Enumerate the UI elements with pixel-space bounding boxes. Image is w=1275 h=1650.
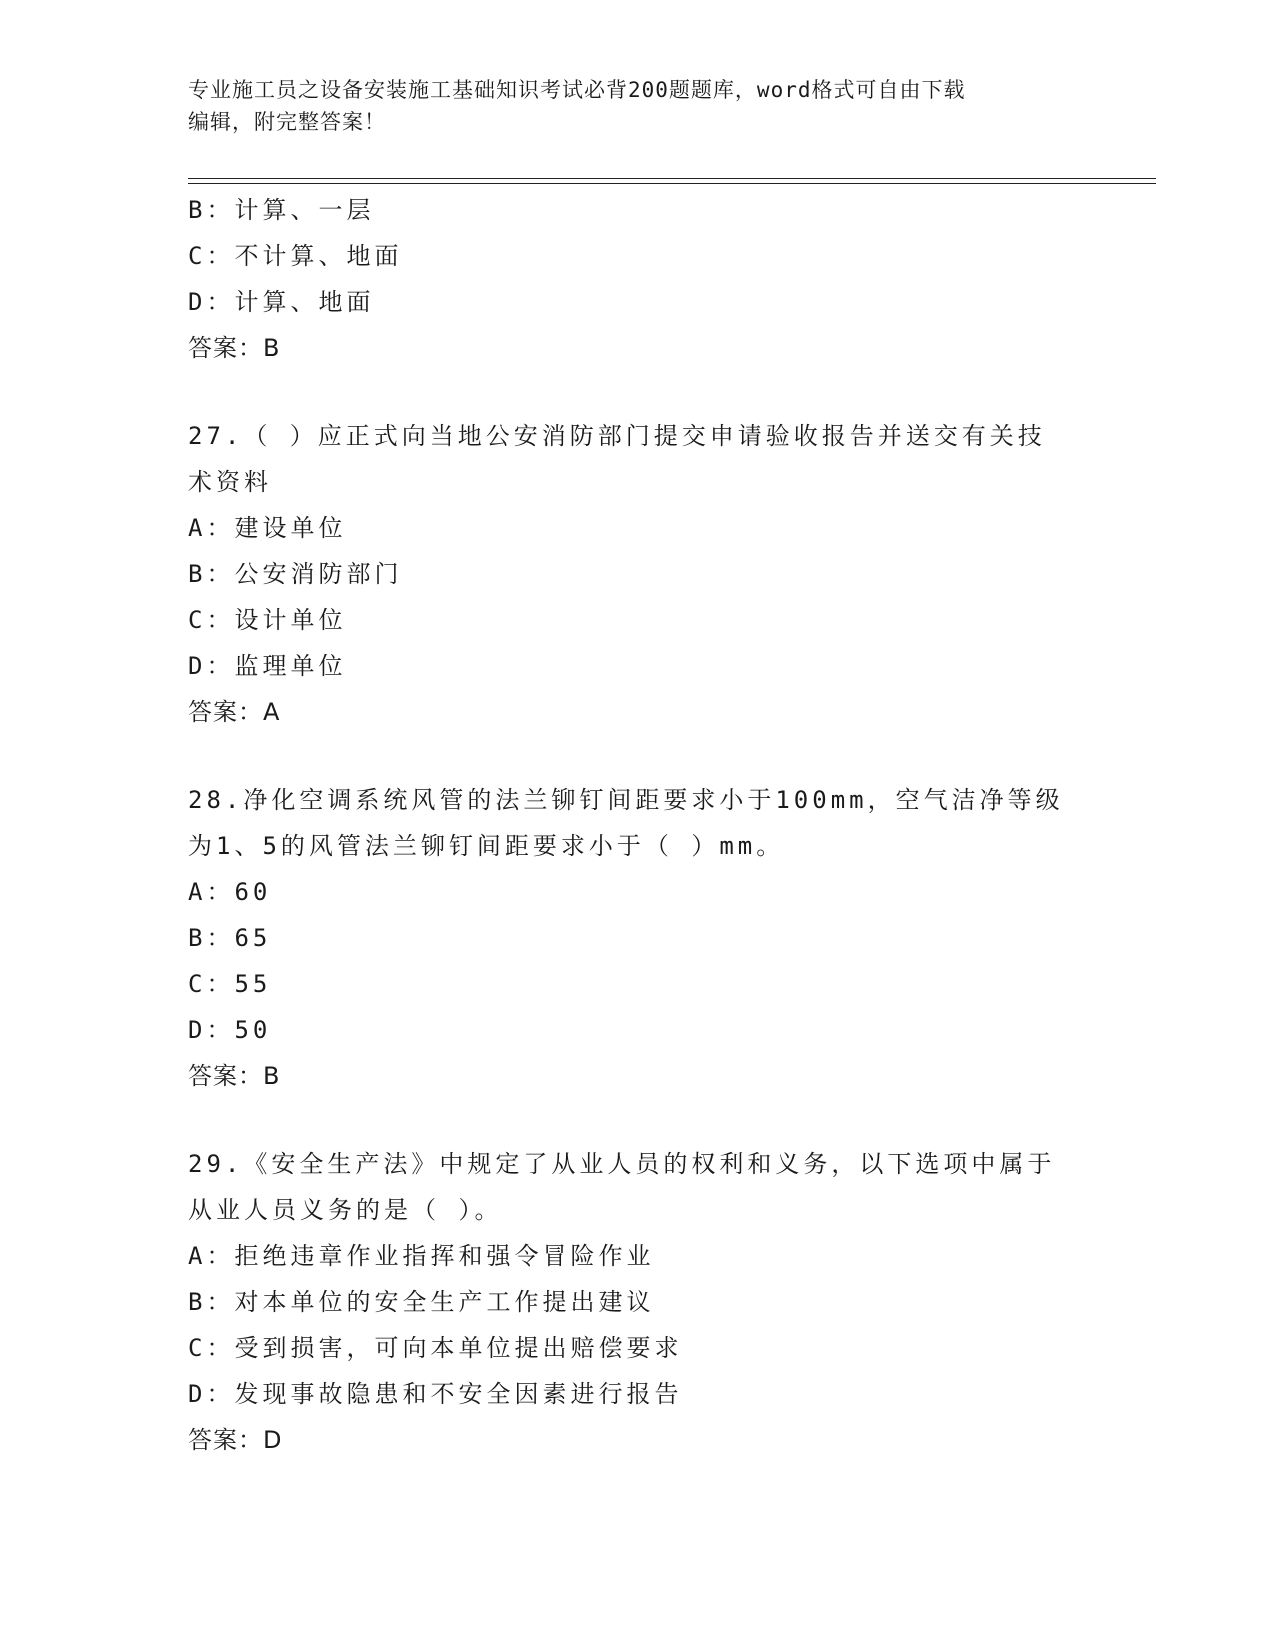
option-d: D：计算、地面: [188, 288, 375, 316]
question-stem-line-1: 29.《安全生产法》中规定了从业人员的权利和义务，以下选项中属于: [188, 1150, 1056, 1178]
option-a: A：拒绝违章作业指挥和强令冒险作业: [188, 1242, 655, 1270]
spacer: [188, 371, 1088, 413]
option-b: B：计算、一层: [188, 196, 375, 224]
header-title-line-2: 编辑，附完整答案！: [188, 110, 386, 134]
option-a: A：建设单位: [188, 514, 347, 542]
question-28: [188, 777, 1088, 1099]
option-b: B：公安消防部门: [188, 560, 403, 588]
answer: 答案：D: [188, 1426, 283, 1454]
option-d: D：50: [188, 1016, 272, 1044]
question-26-continued: [188, 187, 1088, 371]
option-a: A：60: [188, 878, 272, 906]
question-29: [188, 1141, 1088, 1463]
question-list: [188, 187, 1088, 1463]
spacer: [188, 735, 1088, 777]
question-stem-line-2: 术资料: [188, 468, 272, 496]
spacer: [188, 1099, 1088, 1141]
question-27: [188, 413, 1088, 735]
header-divider-bottom: [188, 183, 1156, 184]
option-b: B：65: [188, 924, 272, 952]
answer: 答案：B: [188, 334, 281, 362]
question-stem-line-2: 从业人员义务的是（ ）。: [188, 1196, 503, 1224]
header-divider-top: [188, 178, 1156, 179]
option-c: C：55: [188, 970, 272, 998]
header-title-line-1: 专业施工员之设备安装施工基础知识考试必背200题题库，word格式可自由下载: [188, 78, 966, 102]
option-d: D：监理单位: [188, 652, 347, 680]
answer: 答案：A: [188, 698, 281, 726]
question-stem-line-1: 27.（ ）应正式向当地公安消防部门提交申请验收报告并送交有关技: [188, 422, 1046, 450]
question-stem-line-2: 为1、5的风管法兰铆钉间距要求小于（ ）mm。: [188, 832, 785, 860]
option-c: C：受到损害，可向本单位提出赔偿要求: [188, 1334, 683, 1362]
question-stem-line-1: 28.净化空调系统风管的法兰铆钉间距要求小于100mm，空气洁净等级: [188, 786, 1064, 814]
option-b: B：对本单位的安全生产工作提出建议: [188, 1288, 655, 1316]
option-d: D：发现事故隐患和不安全因素进行报告: [188, 1380, 683, 1408]
answer: 答案：B: [188, 1062, 281, 1090]
option-c: C：设计单位: [188, 606, 347, 634]
option-c: C：不计算、地面: [188, 242, 403, 270]
document-header: [188, 74, 1068, 138]
